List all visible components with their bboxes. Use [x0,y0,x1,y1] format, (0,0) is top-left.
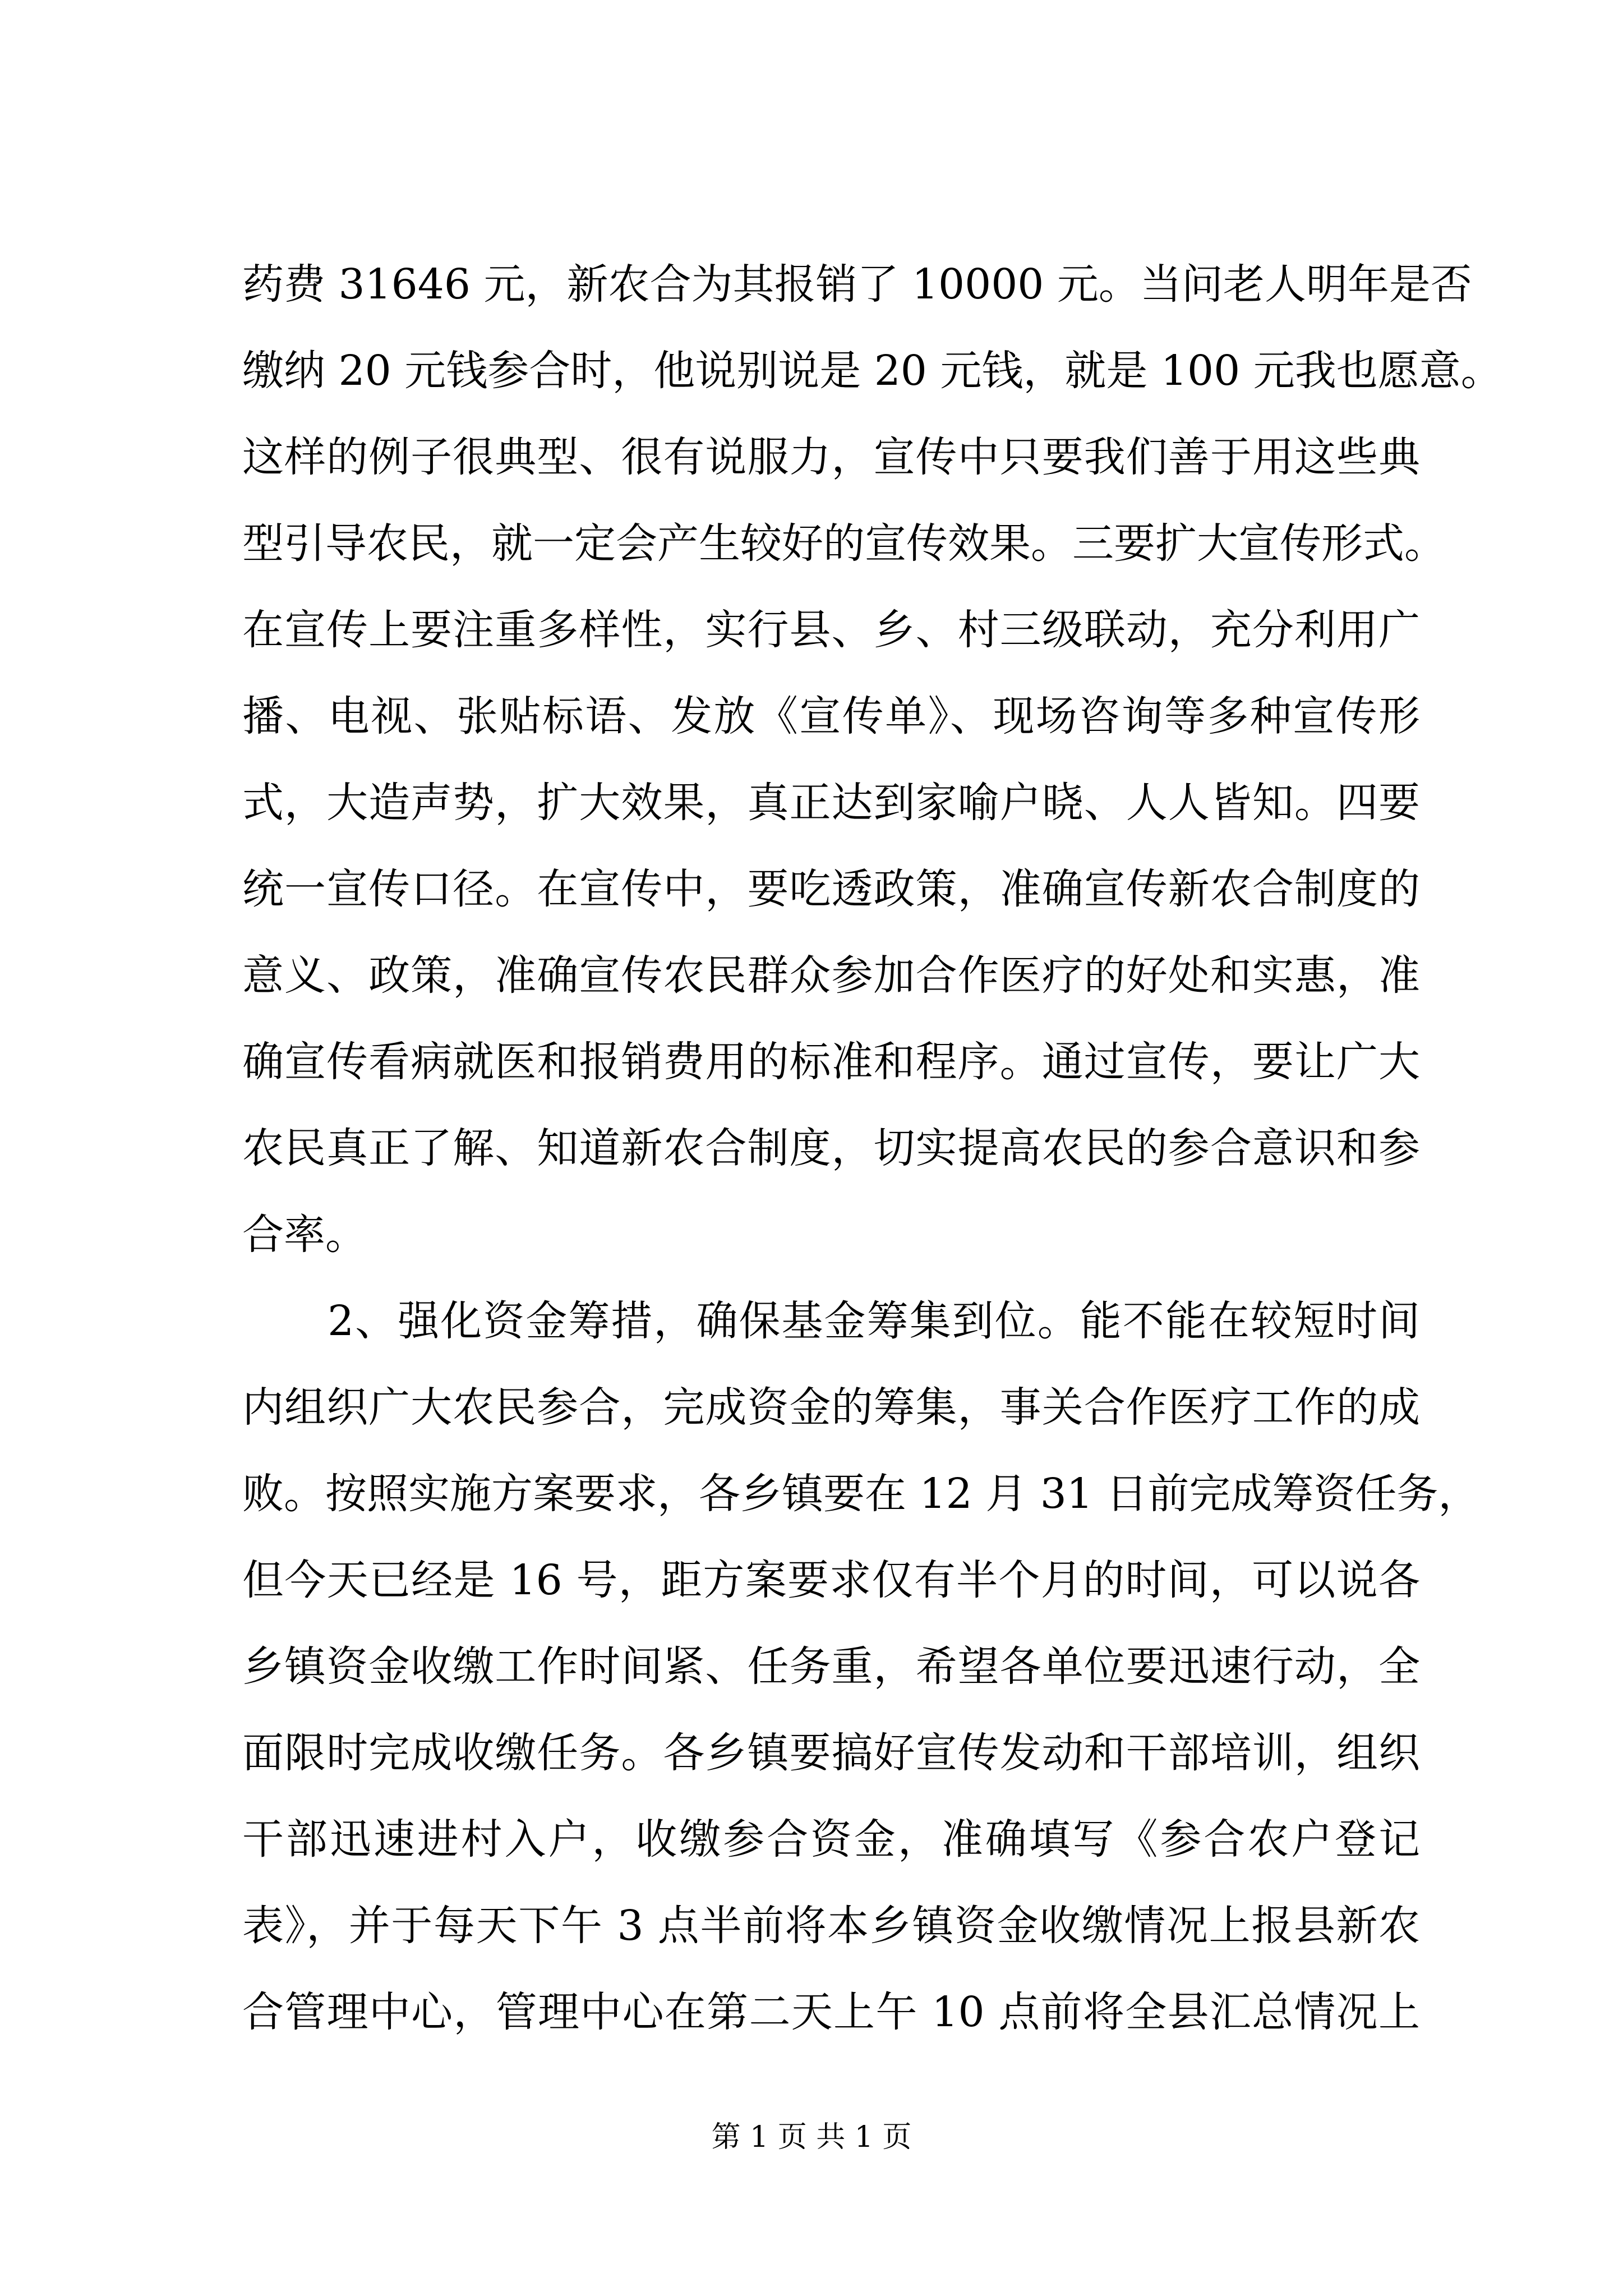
text-line: 缴纳 20 元钱参合时，他说别说是 20 元钱，就是 100 元我也愿意。 [242,347,1502,395]
text-line: 式，大造声势，扩大效果，真正达到家喻户晓、人人皆知。四要 [242,779,1420,827]
text-line: 型引导农民，就一定会产生较好的宣传效果。三要扩大宣传形式。 [242,519,1446,568]
text-line: 农民真正了解、知道新农合制度，切实提高农民的参合意识和参 [242,1124,1420,1172]
text-line: 乡镇资金收缴工作时间紧、任务重，希望各单位要迅速行动，全 [242,1642,1420,1691]
text-line: 合率。 [242,1211,367,1259]
text-line: 在宣传上要注重多样性，实行县、乡、村三级联动，充分利用广 [242,606,1420,654]
text-line: 意义、政策，准确宣传农民群众参加合作医疗的好处和实惠，准 [242,951,1420,1000]
text-line: 播、电视、张贴标语、发放《宣传单》、现场咨询等多种宣传形 [242,692,1420,740]
text-line: 统一宣传口径。在宣传中，要吃透政策，准确宣传新农合制度的 [242,865,1420,913]
text-line: 面限时完成收缴任务。各乡镇要搞好宣传发动和干部培训，组织 [242,1729,1420,1777]
text-line: 这样的例子很典型、很有说服力，宣传中只要我们善于用这些典 [242,433,1420,481]
text-line: 败。按照实施方案要求，各乡镇要在 12 月 31 日前完成筹资任务， [242,1470,1480,1518]
text-line: 内组织广大农民参合，完成资金的筹集，事关合作医疗工作的成 [242,1383,1420,1432]
page-number-footer: 第 1 页 共 1 页 [711,2120,912,2154]
text-line: 合管理中心，管理中心在第二天上午 10 点前将全县汇总情况上 [242,1988,1420,2036]
text-line: 2、强化资金筹措，确保基金筹集到位。能不能在较短时间 [242,1297,1420,1345]
text-line: 干部迅速进村入户，收缴参合资金，准确填写《参合农户登记 [242,1815,1420,1864]
body-text [242,241,1502,2055]
text-line: 确宣传看病就医和报销费用的标准和程序。通过宣传，要让广大 [242,1038,1420,1086]
text-line: 药费 31646 元，新农合为其报销了 10000 元。当问老人明年是否 [242,260,1472,309]
text-line: 表》，并于每天下午 3 点半前将本乡镇资金收缴情况上报县新农 [242,1902,1420,1950]
text-line: 但今天已经是 16 号，距方案要求仅有半个月的时间，可以说各 [242,1556,1420,1604]
